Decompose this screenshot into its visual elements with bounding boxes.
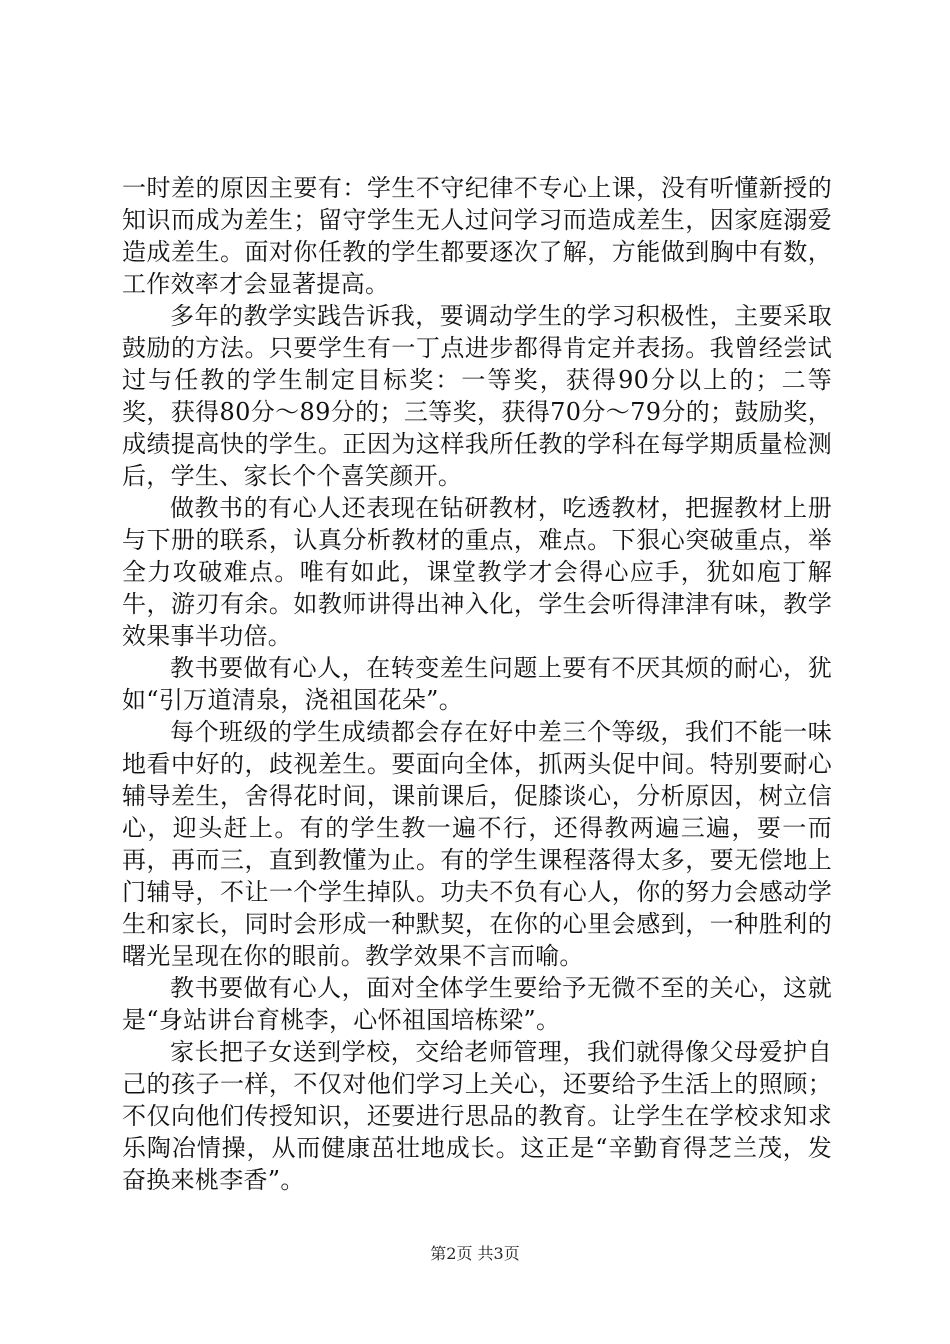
paragraph-3: 做教书的有心人还表现在钻研教材，吃透教材，把握教材上册与下册的联系，认真分析教材的重点，难点。下狠心突破重点，举全力攻破难点。唯有如此，课堂教学才会得心应手，犹如庖丁解牛，游刃有余。如教师讲得出神入化，学生会听得津津有味，教学效果事半功倍。 bbox=[122, 494, 832, 650]
paragraph-6: 教书要做有心人，面对全体学生要给予无微不至的关心，这就是“身站讲台育桃李，心怀祖国培栋梁”。 bbox=[122, 974, 832, 1034]
paragraph-4: 教书要做有心人，在转变差生问题上要有不厌其烦的耐心，犹如“引万道清泉，浇祖国花朵”。 bbox=[122, 654, 832, 714]
paragraph-7: 家长把子女送到学校，交给老师管理，我们就得像父母爱护自己的孩子一样，不仅对他们学习上关心，还要给予生活上的照顾；不仅向他们传授知识，还要进行思品的教育。让学生在学校求知求乐陶冶情操，从而健康茁壮地成长。这正是“辛勤育得芝兰茂，发奋换来桃李香”。 bbox=[122, 1038, 832, 1194]
paragraph-2: 多年的教学实践告诉我，要调动学生的学习积极性，主要采取鼓励的方法。只要学生有一丁点进步都得肯定并表扬。我曾经尝试过与任教的学生制定目标奖：一等奖，获得90分以上的；二等奖，获得80分～89分的；三等奖，获得70分～79分的；鼓励奖，成绩提高快的学生。正因为这样我所任教的学科在每学期质量检测后，学生、家长个个喜笑颜开。 bbox=[122, 302, 832, 490]
page-footer: 第2页 共3页 bbox=[430, 1244, 520, 1263]
body-text bbox=[122, 172, 832, 1196]
paragraph-1: 一时差的原因主要有：学生不守纪律不专心上课，没有听懂新授的知识而成为差生；留守学生无人过问学习而造成差生，因家庭溺爱造成差生。面对你任教的学生都要逐次了解，方能做到胸中有数，工作效率才会显著提高。 bbox=[122, 174, 832, 298]
paragraph-5: 每个班级的学生成绩都会存在好中差三个等级，我们不能一味地看中好的，歧视差生。要面向全体，抓两头促中间。特别要耐心辅导差生，舍得花时间，课前课后，促膝谈心，分析原因，树立信心，迎头赶上。有的学生教一遍不行，还得教两遍三遍，要一而再，再而三，直到教懂为止。有的学生课程落得太多，要无偿地上门辅导，不让一个学生掉队。功夫不负有心人，你的努力会感动学生和家长，同时会形成一种默契，在你的心里会感到，一种胜利的曙光呈现在你的眼前。教学效果不言而喻。 bbox=[122, 718, 832, 970]
